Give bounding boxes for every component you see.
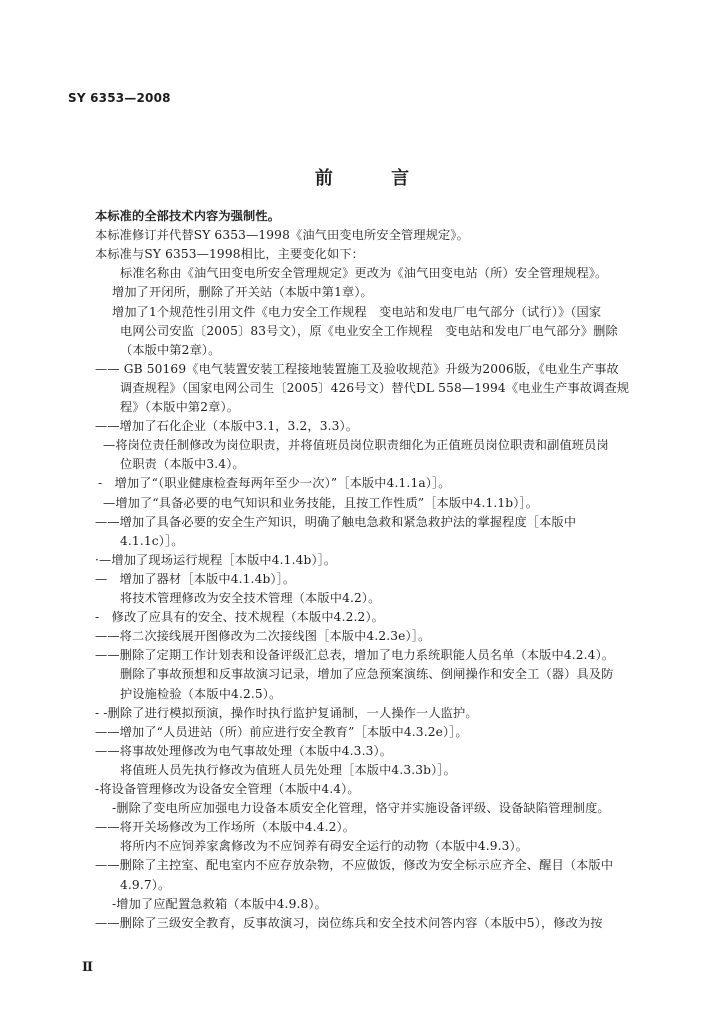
paragraph-line: ·—增加了现场运行规程［本版中4.1.4b）］。 [95, 552, 337, 567]
paragraph-line: ——删除了定期工作计划表和设备评级汇总表，增加了电力系统职能人员名单（本版中4.2.4）。 [95, 648, 615, 663]
paragraph-line: ——增加了具备必要的安全生产知识，明确了触电急救和紧急救护法的掌握程度［本版中 [95, 514, 577, 529]
paragraph-line: 将所内不应饲养家禽修改为不应饲养有碍安全运行的动物（本版中4.9.3）。 [120, 839, 529, 854]
paragraph-line: -增加了应配置急救箱（本版中4.9.8）。 [112, 896, 327, 911]
page-number: Ⅱ [82, 960, 93, 975]
paragraph-line: -将设备管理修改为设备安全管理（本版中4.4）。 [95, 782, 360, 796]
paragraph-line: 4.1.1c）］。 [120, 533, 184, 548]
paragraph-line: -删除了变电所应加强电力设备本质安全化管理，恪守并实施设备评级、设备缺陷管理制度。 [112, 801, 610, 816]
paragraph-line: 将值班人员先执行修改为值班人员先处理［本版中4.3.3b）］。 [120, 762, 456, 777]
paragraph-line: - 修改了应具有的安全、技术规程（本版中4.2.2）。 [95, 610, 385, 625]
page-title: 前 言 [314, 168, 436, 189]
paragraph-line: ——将二次接线展开图修改为二次接线图［本版中4.2.3e）］。 [95, 629, 431, 644]
paragraph-line: 将技术管理修改为安全技术管理（本版中4.2）。 [120, 591, 381, 605]
paragraph-line: ——增加了石化企业（本版中3.1，3.2，3.3）。 [95, 419, 359, 434]
paragraph-line: ——将事故处理修改为电气事故处理（本版中4.3.3）。 [95, 743, 393, 758]
paragraph-line: 增加了1个规范性引用文件《电力安全工作规程 变电站和发电厂电气部分（试行）》（国家 [112, 304, 602, 319]
paragraph-line: —— GB 50169《电气装置安装工程接地装置施工及验收规范》升级为2006版，《电业生产事故 [95, 361, 619, 376]
paragraph-line: —将岗位责任制修改为岗位职责，并将值班员岗位职责细化为正值班员岗位职责和副值班员岗 [103, 438, 609, 453]
paragraph-line: 护设施检验（本版中4.2.5）。 [120, 686, 282, 701]
paragraph-line: 本标准与SY 6353—1998相比，主要变化如下： [95, 247, 365, 262]
paragraph-line: 本标准修订并代替SY 6353—1998《油气田变电所安全管理规定》。 [95, 228, 469, 243]
paragraph-line: ——删除了三级安全教育，反事故演习，岗位练兵和安全技术问答内容（本版中5），修改为按 [95, 915, 603, 930]
paragraph-line: 4.9.7）。 [120, 877, 171, 892]
paragraph-line: ——将开关场修改为工作场所（本版中4.4.2）。 [95, 820, 356, 835]
paragraph-line: ——删除了主控室、配电室内不应存放杂物，不应做饭，修改为安全标示应齐全、醒目（本版中 [95, 858, 614, 873]
paragraph-line: 电网公司安监〔2005〕83号文），原《电业安全工作规程 变电站和发电厂电气部分》删除 [120, 323, 618, 338]
paragraph-line: — 增加了器材［本版中4.1.4b）］。 [95, 571, 296, 586]
paragraph-line: 删除了事故预想和反事故演习记录，增加了应急预案演练、倒闸操作和安全工（器）具及防 [120, 667, 614, 682]
paragraph-line: （本版中第2章）。 [120, 342, 221, 357]
paragraph-line: 标准名称由《油气田变电所安全管理规定》更改为《油气田变电站（所）安全管理规程》。 [120, 266, 608, 281]
paragraph-line: 本标准的全部技术内容为强制性。 [95, 209, 281, 223]
paragraph-line: 程》（本版中第2章）。 [120, 400, 240, 414]
paragraph-line: ——增加了“人员进站（所）前应进行安全教育”［本版中4.3.2e）］。 [95, 724, 468, 739]
paragraph-line: —增加了“具备必要的电气知识和业务技能，且按工作性质”［本版中4.1.1b）］。 [103, 495, 539, 510]
paragraph-line: 增加了开闭所，删除了开关站（本版中第1章）。 [112, 285, 373, 300]
paragraph-line: - -删除了进行模拟预演，操作时执行监护复诵制，一人操作一人监护。 [95, 705, 478, 720]
standard-number-header: SY 6353—2008 [68, 91, 171, 105]
paragraph-line: 位职责（本版中3.4）。 [120, 457, 245, 472]
paragraph-line: - 增加了“（职业健康检查每两年至少一次）”［本版中4.1.1a）］。 [98, 476, 451, 491]
paragraph-line: 调查规程》（国家电网公司生〔2005〕426号文）替代DL 558—1994《电业生产事故调查规 [120, 380, 630, 395]
